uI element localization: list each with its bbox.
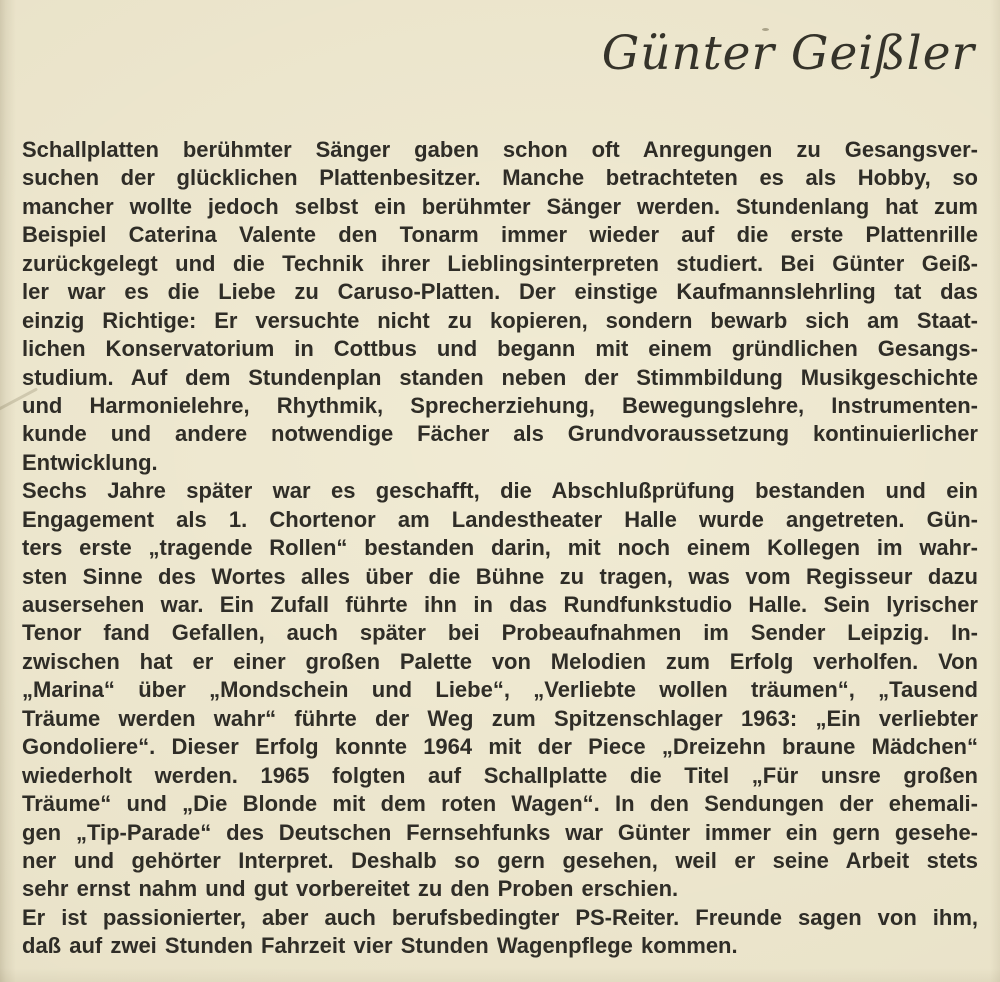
text-line: kunde und andere notwendige Fächer als Grundvoraussetzung kontinuierlicher	[22, 421, 978, 447]
text-line: zurückgelegt und die Technik ihrer Lieblingsinterpreten studiert. Bei Günter Geiß-	[22, 250, 978, 276]
text-line: Entwicklung.	[22, 449, 158, 475]
text-line: Schallplatten berühmter Sänger gaben schon oft Anregungen zu Gesangsver-	[22, 137, 978, 162]
text-line: zwischen hat er einer großen Palette von Melodien zum Erfolg verholfen. Von	[22, 648, 978, 674]
text-line: Beispiel Caterina Valente den Tonarm immer wieder auf die erste Plattenrille	[22, 222, 978, 248]
text-line: sehr ernst nahm und gut vorbereitet zu den Proben erschien.	[22, 876, 679, 902]
text-line: einzig Richtige: Er versuchte nicht zu kopieren, sondern bewarb sich am Staat-	[22, 307, 978, 333]
text-line: daß auf zwei Stunden Fahrzeit vier Stunden Wagenpflege kommen.	[22, 933, 738, 959]
text-line: lichen Konservatorium in Cottbus und begann mit einem gründlichen Gesangs-	[22, 336, 978, 362]
text-line: suchen der glücklichen Plattenbesitzer. Manche betrachteten es als Hobby, so	[22, 165, 978, 191]
text-line: Träume werden wahr“ führte der Weg zum Spitzenschlager 1963: „Ein verliebter	[22, 705, 978, 731]
text-line: gen „Tip-Parade“ des Deutschen Fernsehfunks war Günter immer ein gern gesehe-	[22, 819, 978, 845]
text-line: ler war es die Liebe zu Caruso-Platten. Der einstige Kaufmannslehrling tat das	[22, 279, 978, 305]
text-line: Sechs Jahre später war es geschafft, die Abschlußprüfung bestanden und ein	[22, 478, 978, 504]
paragraph	[22, 136, 978, 477]
text-line: Gondoliere“. Dieser Erfolg konnte 1964 mit der Piece „Dreizehn braune Mädchen“	[22, 734, 978, 760]
text-line: mancher wollte jedoch selbst ein berühmter Sänger werden. Stundenlang hat zum	[22, 193, 978, 219]
text-line: wiederholt werden. 1965 folgten auf Schallplatte die Titel „Für unsre großen	[22, 762, 978, 788]
paragraph	[22, 477, 978, 904]
text-line: Er ist passionierter, aber auch berufsbedingter PS-Reiter. Freunde sagen von ihm,	[22, 904, 978, 930]
text-line: ausersehen war. Ein Zufall führte ihn in das Rundfunkstudio Halle. Sein lyrischer	[22, 592, 978, 617]
text-line: „Marina“ über „Mondschein und Liebe“, „Verliebte wollen träumen“, „Tausend	[22, 677, 978, 703]
text-line: ters erste „tragende Rollen“ bestanden darin, mit noch einem Kollegen im wahr-	[22, 535, 978, 561]
text-line: ner und gehörter Interpret. Deshalb so gern gesehen, weil er seine Arbeit stets	[22, 847, 978, 873]
text-line: und Harmonielehre, Rhythmik, Sprecherziehung, Bewegungslehre, Instrumenten-	[22, 392, 978, 418]
paragraph	[22, 904, 978, 961]
text-line: Engagement als 1. Chortenor am Landestheater Halle wurde angetreten. Gün-	[22, 506, 978, 532]
text-line: sten Sinne des Wortes alles über die Bühne zu tragen, was vom Regisseur dazu	[22, 563, 978, 589]
text-line: Träume“ und „Die Blonde mit dem roten Wagen“. In den Sendungen der ehemali-	[22, 791, 978, 817]
body-text	[22, 136, 978, 961]
page-title: Günter Geißler	[601, 26, 975, 81]
text-line: Tenor fand Gefallen, auch später bei Probeaufnahmen im Sender Leipzig. In-	[22, 620, 978, 646]
text-line: studium. Auf dem Stundenplan standen neben der Stimmbildung Musikgeschichte	[22, 364, 978, 390]
